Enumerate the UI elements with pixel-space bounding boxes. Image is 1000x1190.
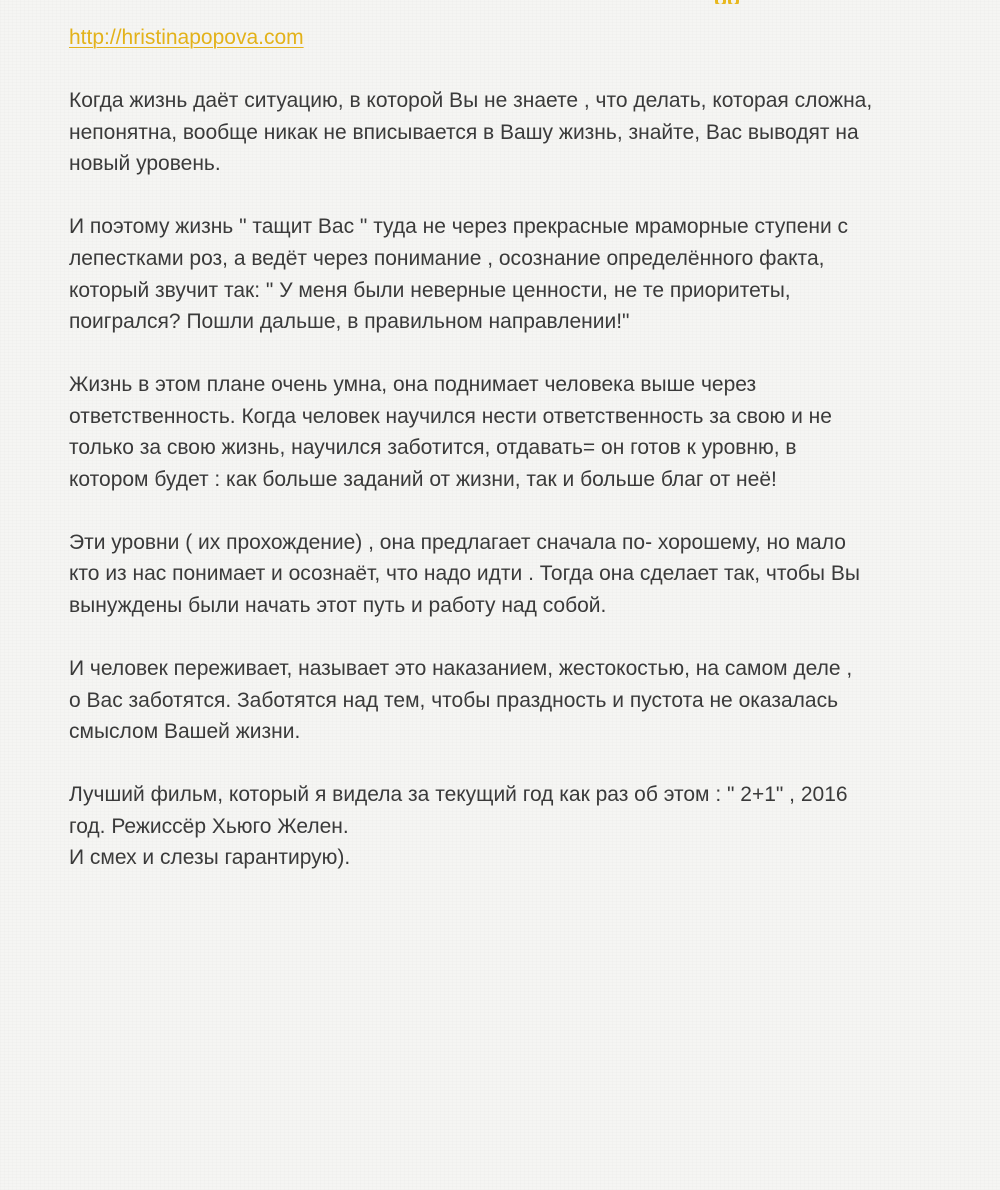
text-line: Когда жизнь даёт ситуацию, в которой Вы не знаете , что делать, которая сложна, [69,89,873,112]
website-link[interactable]: http://hristinapopova.com [69,26,304,49]
text-line: лепестками роз, а ведёт через понимание , осознание определённого факта, [69,246,825,270]
text-line: Жизнь в этом плане очень умна, она поднимает человека выше через [69,372,757,396]
text-line: который звучит так: " У меня были неверные ценности, не те приоритеты, [69,278,791,302]
cropped-heading-fragment [715,0,755,4]
text-line: котором будет : как больше заданий от жизни, так и больше благ от неё! [69,468,777,492]
text-line: поигрался? Пошли дальше, в правильном направлении!" [69,310,630,334]
text-line: И поэтому жизнь " тащит Вас " туда не через прекрасные мраморные ступени с [69,215,849,239]
text-line: смыслом Вашей жизни. [69,720,301,744]
text-line: Эти уровни ( их прохождение) , она предлагает сначала по- хорошему, но мало [69,530,846,554]
heading-glyph-fragment [728,0,739,4]
paragraph-4 [69,527,949,622]
text-line: непонятна, вообще никак не вписывается в Вашу жизнь, знайте, Вас выводят на [69,120,859,144]
text-line: вынуждены были начать этот путь и работу над собой. [69,594,607,618]
paragraph-3 [69,369,949,496]
note-body [69,22,949,874]
text-line: год. Режиссёр Хьюго Желен. [69,814,349,838]
paragraph-1 [69,85,949,180]
text-line: кто из нас понимает и осознаёт, что надо идти . Тогда она сделает так, чтобы Вы [69,562,860,586]
text-line: И человек переживает, называет это наказанием, жестокостью, на самом деле , [69,656,853,680]
paragraph-6 [69,779,949,874]
text-line: И смех и слезы гарантирую). [69,846,351,870]
text-line: ответственность. Когда человек научился нести ответственность за свою и не [69,404,832,428]
text-line: Лучший фильм, который я видела за текущий год как раз об этом : " 2+1" , 2016 [69,782,848,806]
paragraph-2 [69,211,949,338]
text-line: новый уровень. [69,152,221,176]
text-line: только за свою жизнь, научился заботится, отдавать= он готов к уровню, в [69,436,797,460]
text-line: о Вас заботятся. Заботятся над тем, чтобы праздность и пустота не оказалась [69,688,839,712]
paragraph-5 [69,653,949,748]
heading-glyph-fragment [715,0,726,4]
